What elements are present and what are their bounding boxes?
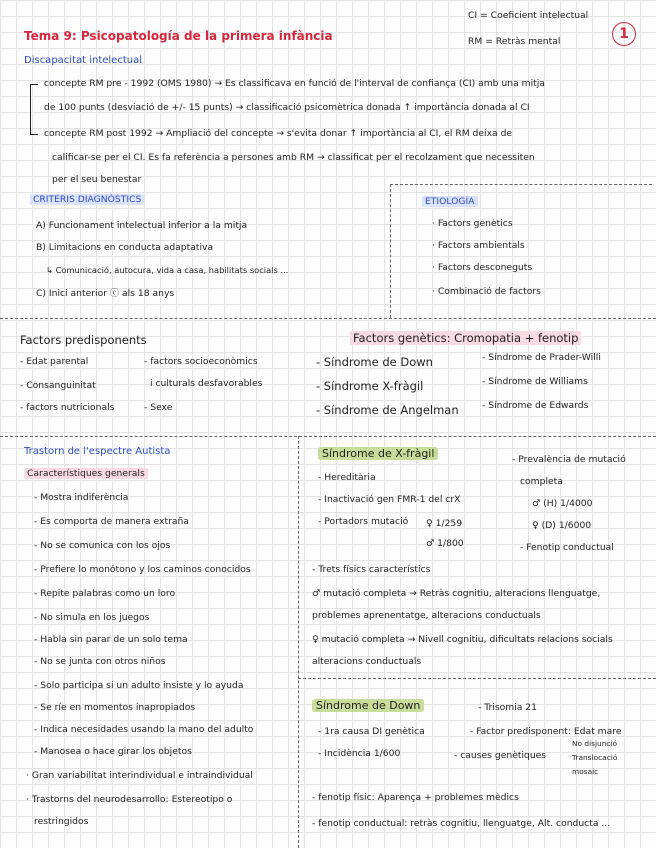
- down-trisomia: - Trisomia 21: [478, 702, 537, 713]
- down-cause-item: No disjunció: [572, 739, 618, 748]
- criteri-c: C) Inici anterior ⓒ als 18 anys: [36, 288, 175, 299]
- predisponent-item: - Sexe: [144, 402, 173, 413]
- intro-bracket: [30, 84, 31, 134]
- genetic-syndrome: - Síndrome de Angelman: [316, 403, 459, 417]
- intro-line-1: concepte RM pre - 1992 (OMS 1980) → Es classificava en funció de l'interval de confiança (CI) amb una mitja: [44, 78, 545, 89]
- predisponent-item: - factors nutricionals: [20, 402, 115, 413]
- autisme-subheading: [24, 468, 148, 480]
- autisme-item: - Indica necesidades usando la mano del adulto: [34, 724, 254, 735]
- autisme-item: - Repite palabras como un loro: [34, 588, 176, 599]
- predisponent-item: - factors socioeconòmics: [144, 356, 258, 367]
- criteris-heading-text: CRITERIS DIAGNÒSTICS: [30, 194, 144, 205]
- intro-line-5: per el seu benestar: [52, 174, 142, 185]
- genetic-syndrome: - Síndrome de Williams: [482, 376, 588, 387]
- criteri-b-sub: ↳ Comunicació, autocura, vida a casa, habilitats socials ...: [46, 265, 289, 275]
- xfragil-portadors-f: ♀ 1/259: [426, 518, 463, 529]
- down-factor: - Factor predisponent: Edat mare: [470, 726, 622, 737]
- etiologia-item: · Combinació de factors: [432, 286, 541, 297]
- down-incidencia: - Incidència 1/600: [318, 748, 401, 759]
- down-cause-item: mosaic: [572, 767, 599, 776]
- xfragil-heading: [318, 448, 438, 461]
- xfragil-prev-m: ♂ (H) 1/4000: [532, 498, 593, 509]
- xfragil-heading-text: Síndrome de X-fràgil: [318, 447, 438, 460]
- autisme-item: - Mostra indiferència: [34, 492, 129, 503]
- etiologia-item: · Factors genètics: [432, 218, 513, 229]
- divider-etiologia-left: [390, 184, 391, 318]
- predisponent-item: - Consanguinitat: [20, 380, 96, 391]
- predisponents-heading: Factors predisponents: [20, 333, 147, 347]
- intro-bracket-bottom: [30, 134, 38, 135]
- etiologia-item: · Factors desconeguts: [432, 262, 533, 273]
- down-heading: [312, 700, 424, 713]
- divider-criteria-bottom: [0, 318, 656, 319]
- autisme-item: - No simula en los juegos: [34, 612, 150, 623]
- etiologia-item: · Factors ambientals: [432, 240, 525, 251]
- intro-line-4: calificar-se per el CI. Es fa referència a persones amb RM → classificat per el recolzament que necessiten: [52, 152, 535, 163]
- page-title: Tema 9: Psicopatología de la primera infància: [24, 29, 333, 43]
- xfragil-prev-heading: - Prevalència de mutació: [512, 454, 626, 465]
- xfragil-fenotip: - Fenotip conductual: [520, 542, 614, 553]
- down-fisic: - fenotip físic: Aparença + problemes mèdics: [312, 792, 519, 803]
- autisme-item: - Manosea o hace girar los objetos: [34, 746, 192, 757]
- xfragil-male-1: ♂ mutació completa → Retràs cognitiu, alteracions llenguatge,: [312, 588, 601, 599]
- down-causa: - 1ra causa DI genètica: [318, 726, 425, 737]
- section-subtitle: Discapacitat intelectual: [24, 55, 142, 66]
- intro-bracket-top: [30, 84, 38, 85]
- genetics-heading-text: Factors genètics: Cromopatia + fenotip: [350, 331, 581, 345]
- autisme-item: - Es comporta de manera extraña: [34, 516, 189, 527]
- intro-line-3: concepte RM post 1992 → Ampliació del concepte → s'evita donar ↑ importància al CI, el RM deixa de: [44, 128, 513, 139]
- xfragil-trets: - Trets físics característics: [312, 564, 431, 575]
- autisme-item: - Prefiere lo monótono y los caminos conocidos: [34, 564, 251, 575]
- genetic-syndrome: - Síndrome de Prader-Willi: [482, 352, 601, 363]
- xfragil-female-2: alteracions conductuals: [312, 656, 422, 667]
- autisme-extra: · Gran variabilitat interindividual e intraindividual: [26, 770, 253, 781]
- autisme-item: - Se ríe en momentos inapropiados: [34, 702, 196, 713]
- predisponent-item: i culturals desfavorables: [150, 378, 263, 389]
- xfragil-portadors-m: ♂ 1/800: [426, 538, 464, 549]
- autisme-subheading-text: Característiques generals: [24, 468, 148, 479]
- autisme-item: - No se comunica con los ojos: [34, 540, 171, 551]
- autisme-extra: restringidos: [34, 816, 89, 827]
- legend-ci: CI = Coeficient intelectual: [468, 10, 589, 21]
- divider-autisme-right: [298, 436, 299, 848]
- autisme-heading: Trastorn de l'espectre Autista: [24, 446, 171, 457]
- genetic-syndrome: - Síndrome de Down: [316, 355, 433, 369]
- xfragil-prev-f: ♀ (D) 1/6000: [532, 520, 592, 531]
- intro-line-2: de 100 punts (desviació de +/- 15 punts) → classificació psicomètrica donada ↑ importància donada al CI: [44, 102, 530, 113]
- autisme-extra: · Trastorns del neurodesarrollo: Estereotipo o: [26, 794, 233, 805]
- down-cause-item: Translocació: [572, 753, 618, 762]
- xfragil-item: - Hereditària: [318, 472, 376, 483]
- xfragil-item: - Portadors mutació: [318, 516, 409, 527]
- xfragil-prev-sub: completa: [520, 476, 563, 487]
- genetic-syndrome: - Síndrome de Edwards: [482, 400, 589, 411]
- autisme-item: - Solo participa si un adulto insiste y lo ayuda: [34, 680, 244, 691]
- xfragil-male-2: problemes aprenentatge, alteracions conductuals: [312, 610, 541, 621]
- etiologia-heading-text: ETIOLOGÍA: [422, 196, 478, 207]
- xfragil-female-1: ♀ mutació completa → Nivell cognitiu, dificultats relacions socials: [312, 634, 613, 645]
- divider-xfragil-bottom: [298, 678, 656, 679]
- etiologia-heading: [422, 196, 478, 208]
- down-causes: - causes genètiques: [454, 750, 547, 761]
- autisme-item: - No se junta con otros niños: [34, 656, 166, 667]
- autisme-item: - Habla sin parar de un solo tema: [34, 634, 188, 645]
- xfragil-item: - Inactivació gen FMR-1 del crX: [318, 494, 461, 505]
- divider-genetics-bottom: [0, 436, 656, 437]
- page-number: 1: [612, 22, 636, 46]
- criteri-b: B) Limitacions en conducta adaptativa: [36, 242, 214, 253]
- down-conductual: - fenotip conductual: retràs cognitiu, llenguatge, Alt. conducta ...: [312, 818, 611, 829]
- down-heading-text: Síndrome de Down: [312, 699, 424, 712]
- predisponent-item: - Edat parental: [20, 356, 89, 367]
- criteri-a: A) Funcionament intelectual inferior a la mitja: [36, 220, 248, 231]
- divider-etiologia-top: [390, 184, 652, 185]
- legend-rm: RM = Retràs mental: [468, 36, 561, 47]
- criteris-heading: [30, 194, 144, 206]
- genetic-syndrome: - Síndrome X-fràgil: [316, 379, 424, 393]
- genetics-heading: [350, 332, 581, 344]
